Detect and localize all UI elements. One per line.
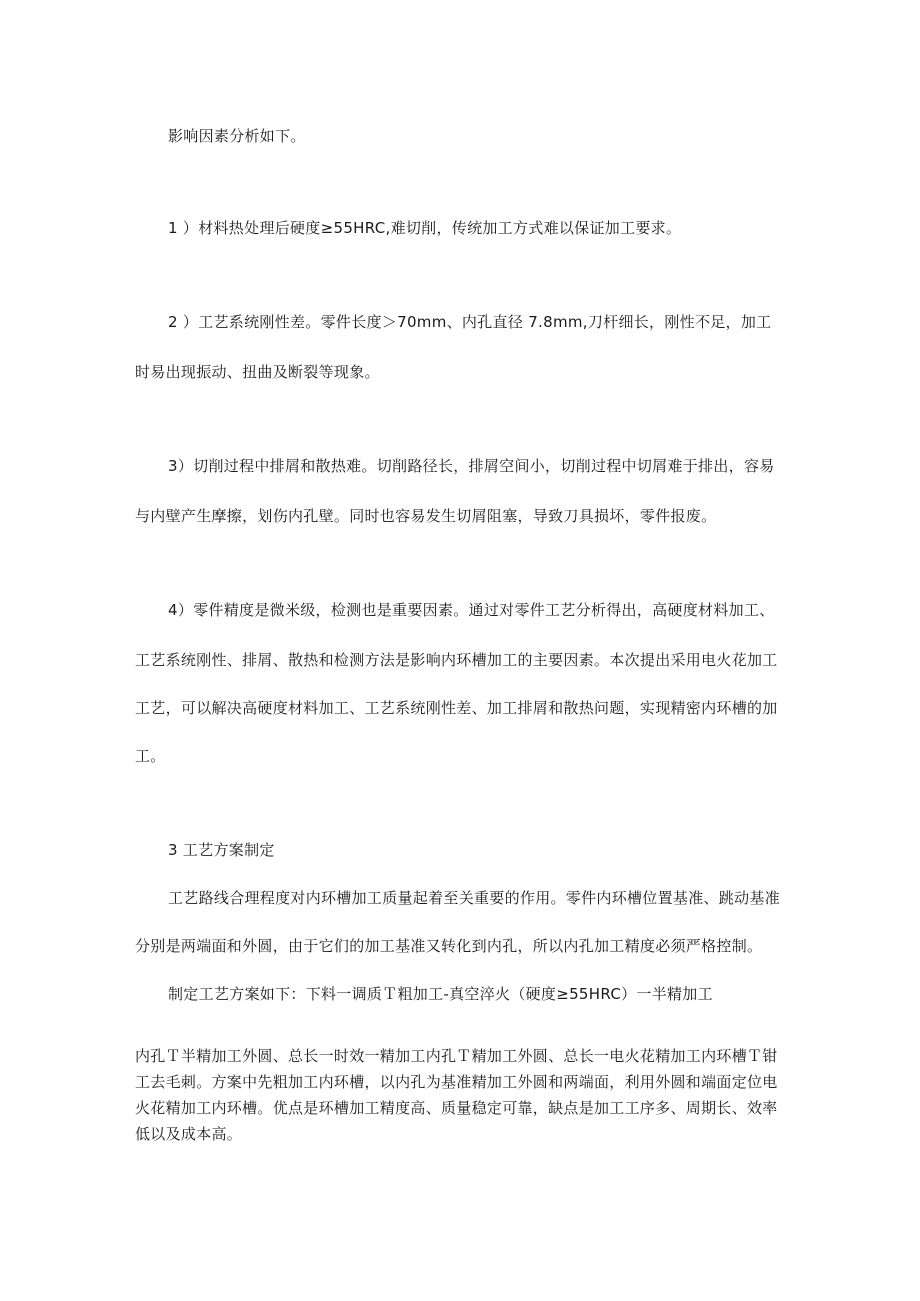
item-3-line-2: 与内壁产生摩擦，划伤内孔壁。同时也容易发生切屑阻塞，导致刀具损坏，零件报废。 — [135, 507, 717, 525]
item-4-line-1: 4）零件精度是微米级，检测也是重要因素。通过对零件工艺分析得出，高硬度材料加工、 — [168, 601, 775, 619]
item-4-line-2: 工艺系统刚性、排屑、散热和检测方法是影响内环槽加工的主要因素。本次提出采用电火花加工 — [135, 651, 778, 669]
item-2-line-2: 时易出现振动、扭曲及断裂等现象。 — [135, 363, 380, 381]
item-2-line-1: 2 ）工艺系统刚性差。零件长度＞70mm、内孔直径 7.8mm,刀杆细长，刚性不足，加工 — [168, 313, 772, 331]
section-3-para-2-line-5: 低以及成本高。 — [135, 1125, 243, 1143]
item-3-line-1: 3）切削过程中排屑和散热难。切削路径长，排屑空间小，切削过程中切屑难于排出，容易 — [168, 457, 775, 475]
section-3-para-2-line-3: 工去毛刺。方案中先粗加工内环槽，以内孔为基准精加工外圆和两端面，利用外圆和端面定位电 — [135, 1073, 778, 1091]
intro-text: 影响因素分析如下。 — [168, 127, 306, 145]
item-4-line-3: 工艺，可以解决高硬度材料加工、工艺系统刚性差、加工排屑和散热问题，实现精密内环槽的加 — [135, 699, 778, 717]
item-4-line-4: 工。 — [135, 747, 166, 765]
section-3-para-2-line-1: 制定工艺方案如下：下料一调质Ｔ粗加工-真空淬火（硬度≥55HRC）一半精加工 — [168, 985, 713, 1003]
section-3-para-2-line-2: 内孔Ｔ半精加工外圆、总长一时效一精加工内孔Ｔ精加工外圆、总长一电火花精加工内环槽Ｔ钳 — [135, 1047, 778, 1065]
section-3-para-2-line-4: 火花精加工内环槽。优点是环槽加工精度高、质量稳定可靠，缺点是加工工序多、周期长、效率 — [135, 1099, 778, 1117]
item-1-line-1: 1 ）材料热处理后硬度≥55HRC,难切削，传统加工方式难以保证加工要求。 — [168, 219, 682, 237]
section-3-para-1-line-1: 工艺路线合理程度对内环槽加工质量起着至关重要的作用。零件内环槽位置基准、跳动基准 — [168, 889, 781, 907]
section-3-para-1-line-2: 分别是两端面和外圆，由于它们的加工基准又转化到内孔，所以内孔加工精度必须严格控制。 — [135, 937, 763, 955]
section-3-heading: 3 工艺方案制定 — [168, 841, 275, 859]
